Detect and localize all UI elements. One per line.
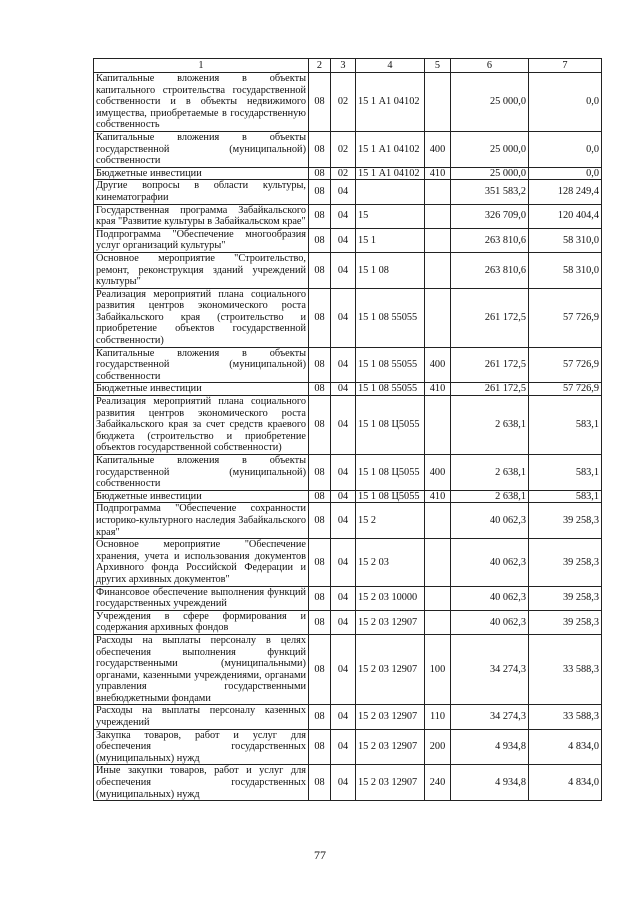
table-row: [94, 73, 602, 132]
amount-column-6: 2 638,1: [451, 455, 529, 491]
column-header: 2: [309, 59, 331, 73]
amount-column-7: 58 310,0: [529, 228, 602, 252]
subsection-code: 04: [331, 634, 356, 705]
row-description: Финансовое обеспечение выполнения функций государственных учреждений: [94, 586, 309, 610]
column-header: 5: [425, 59, 451, 73]
amount-column-7: 4 834,0: [529, 729, 602, 765]
row-description: Другие вопросы в области культуры, кинематографии: [94, 180, 309, 204]
section-code: 08: [309, 180, 331, 204]
amount-column-7: 0,0: [529, 167, 602, 180]
expense-type-code: [425, 396, 451, 455]
target-article-code: 15 1 А1 04102: [356, 73, 425, 132]
amount-column-6: 263 810,6: [451, 252, 529, 288]
target-article-code: 15 2 03 12907: [356, 765, 425, 801]
expense-type-code: 400: [425, 347, 451, 383]
expense-type-code: 110: [425, 705, 451, 729]
amount-column-6: 40 062,3: [451, 503, 529, 539]
table-row: [94, 228, 602, 252]
target-article-code: 15 2 03 12907: [356, 610, 425, 634]
amount-column-7: 0,0: [529, 131, 602, 167]
target-article-code: 15 1 08 55055: [356, 383, 425, 396]
expense-type-code: 410: [425, 490, 451, 503]
subsection-code: 04: [331, 396, 356, 455]
subsection-code: 04: [331, 610, 356, 634]
amount-column-6: 40 062,3: [451, 610, 529, 634]
target-article-code: 15 1 08 Ц5055: [356, 455, 425, 491]
table-header-row: [94, 59, 602, 73]
amount-column-7: 0,0: [529, 73, 602, 132]
section-code: 08: [309, 634, 331, 705]
target-article-code: 15 2 03 12907: [356, 634, 425, 705]
row-description: Закупка товаров, работ и услуг для обеспечения государственных (муниципальных) нужд: [94, 729, 309, 765]
amount-column-6: 2 638,1: [451, 490, 529, 503]
column-header: 7: [529, 59, 602, 73]
amount-column-6: 40 062,3: [451, 586, 529, 610]
subsection-code: 02: [331, 131, 356, 167]
section-code: 08: [309, 729, 331, 765]
subsection-code: 04: [331, 180, 356, 204]
amount-column-7: 583,1: [529, 396, 602, 455]
target-article-code: 15 1 А1 04102: [356, 167, 425, 180]
table-row: [94, 204, 602, 228]
subsection-code: 02: [331, 73, 356, 132]
target-article-code: [356, 180, 425, 204]
subsection-code: 04: [331, 383, 356, 396]
section-code: 08: [309, 167, 331, 180]
expense-type-code: [425, 180, 451, 204]
amount-column-7: 58 310,0: [529, 252, 602, 288]
expense-type-code: [425, 204, 451, 228]
expense-type-code: 400: [425, 455, 451, 491]
row-description: Капитальные вложения в объекты государственной (муниципальной) собственности: [94, 347, 309, 383]
amount-column-7: 57 726,9: [529, 347, 602, 383]
subsection-code: 04: [331, 204, 356, 228]
expense-type-code: [425, 288, 451, 347]
row-description: Учреждения в сфере формирования и содержания архивных фондов: [94, 610, 309, 634]
row-description: Бюджетные инвестиции: [94, 167, 309, 180]
table-body: [94, 73, 602, 801]
expense-type-code: 100: [425, 634, 451, 705]
table-row: [94, 634, 602, 705]
section-code: 08: [309, 131, 331, 167]
table-row: [94, 586, 602, 610]
amount-column-6: 261 172,5: [451, 347, 529, 383]
amount-column-6: 25 000,0: [451, 167, 529, 180]
amount-column-7: 120 404,4: [529, 204, 602, 228]
section-code: 08: [309, 490, 331, 503]
target-article-code: 15 2 03 12907: [356, 705, 425, 729]
row-description: Капитальные вложения в объекты капитального строительства государственной собственности и в объекты недвижимого имущества, приобретаемые в государственную собственность: [94, 73, 309, 132]
subsection-code: 04: [331, 347, 356, 383]
section-code: 08: [309, 288, 331, 347]
section-code: 08: [309, 396, 331, 455]
row-description: Расходы на выплаты персоналу казенных учреждений: [94, 705, 309, 729]
expense-type-code: [425, 610, 451, 634]
amount-column-6: 40 062,3: [451, 539, 529, 586]
table-row: [94, 167, 602, 180]
expense-type-code: [425, 586, 451, 610]
section-code: 08: [309, 383, 331, 396]
row-description: Государственная программа Забайкальского края "Развитие культуры в Забайкальском крае": [94, 204, 309, 228]
subsection-code: 04: [331, 539, 356, 586]
amount-column-6: 25 000,0: [451, 131, 529, 167]
section-code: 08: [309, 765, 331, 801]
amount-column-7: 39 258,3: [529, 586, 602, 610]
amount-column-6: 25 000,0: [451, 73, 529, 132]
amount-column-6: 4 934,8: [451, 765, 529, 801]
column-header: 1: [94, 59, 309, 73]
expense-type-code: [425, 539, 451, 586]
row-description: Бюджетные инвестиции: [94, 490, 309, 503]
section-code: 08: [309, 610, 331, 634]
table-row: [94, 539, 602, 586]
column-header: 3: [331, 59, 356, 73]
row-description: Подпрограмма "Обеспечение многообразия услуг организаций культуры": [94, 228, 309, 252]
table-row: [94, 396, 602, 455]
amount-column-6: 261 172,5: [451, 288, 529, 347]
amount-column-6: 4 934,8: [451, 729, 529, 765]
table-row: [94, 383, 602, 396]
row-description: Бюджетные инвестиции: [94, 383, 309, 396]
subsection-code: 04: [331, 490, 356, 503]
target-article-code: 15 1 08 Ц5055: [356, 396, 425, 455]
expense-type-code: [425, 252, 451, 288]
table-row: [94, 503, 602, 539]
subsection-code: 04: [331, 252, 356, 288]
amount-column-6: 326 709,0: [451, 204, 529, 228]
amount-column-7: 57 726,9: [529, 383, 602, 396]
row-description: Капитальные вложения в объекты государственной (муниципальной) собственности: [94, 455, 309, 491]
table-row: [94, 252, 602, 288]
target-article-code: 15 2 03 10000: [356, 586, 425, 610]
table-row: [94, 490, 602, 503]
amount-column-6: 351 583,2: [451, 180, 529, 204]
subsection-code: 04: [331, 586, 356, 610]
target-article-code: 15 1 08 Ц5055: [356, 490, 425, 503]
row-description: Реализация мероприятий плана социального развития центров экономического роста Забайкальского края (строительство и приобретение объектов государственной собственности): [94, 288, 309, 347]
section-code: 08: [309, 73, 331, 132]
section-code: 08: [309, 586, 331, 610]
expense-type-code: 410: [425, 383, 451, 396]
table-row: [94, 180, 602, 204]
amount-column-7: 583,1: [529, 455, 602, 491]
target-article-code: 15 1 08 55055: [356, 288, 425, 347]
expense-type-code: 410: [425, 167, 451, 180]
row-description: Расходы на выплаты персоналу в целях обеспечения выполнения функций государственными (муниципальными) органами, казенными учреждениями, органами управления государственными внебюджетными фондами: [94, 634, 309, 705]
budget-table: [93, 58, 602, 801]
target-article-code: 15 1: [356, 228, 425, 252]
table-row: [94, 765, 602, 801]
amount-column-6: 2 638,1: [451, 396, 529, 455]
target-article-code: 15 1 08: [356, 252, 425, 288]
subsection-code: 04: [331, 288, 356, 347]
table-row: [94, 347, 602, 383]
row-description: Основное мероприятие "Строительство, ремонт, реконструкция зданий учреждений культуры": [94, 252, 309, 288]
expense-type-code: [425, 503, 451, 539]
target-article-code: 15 1 А1 04102: [356, 131, 425, 167]
expense-type-code: [425, 73, 451, 132]
subsection-code: 04: [331, 503, 356, 539]
section-code: 08: [309, 539, 331, 586]
table-row: [94, 131, 602, 167]
subsection-code: 04: [331, 765, 356, 801]
subsection-code: 04: [331, 729, 356, 765]
table-row: [94, 729, 602, 765]
amount-column-7: 39 258,3: [529, 503, 602, 539]
section-code: 08: [309, 705, 331, 729]
amount-column-7: 33 588,3: [529, 705, 602, 729]
amount-column-7: 33 588,3: [529, 634, 602, 705]
column-header: 4: [356, 59, 425, 73]
target-article-code: 15 2 03: [356, 539, 425, 586]
subsection-code: 04: [331, 705, 356, 729]
target-article-code: 15: [356, 204, 425, 228]
amount-column-7: 583,1: [529, 490, 602, 503]
table-row: [94, 288, 602, 347]
section-code: 08: [309, 347, 331, 383]
amount-column-7: 39 258,3: [529, 610, 602, 634]
expense-type-code: 200: [425, 729, 451, 765]
table-row: [94, 455, 602, 491]
section-code: 08: [309, 204, 331, 228]
row-description: Подпрограмма "Обеспечение сохранности историко-культурного наследия Забайкальского края": [94, 503, 309, 539]
target-article-code: 15 1 08 55055: [356, 347, 425, 383]
table-row: [94, 610, 602, 634]
row-description: Реализация мероприятий плана социального развития центров экономического роста Забайкальского края за счет средств краевого бюджета (строительство и приобретение объектов государственной собственности): [94, 396, 309, 455]
target-article-code: 15 2: [356, 503, 425, 539]
page-number: 77: [314, 848, 326, 862]
expense-type-code: 400: [425, 131, 451, 167]
expense-type-code: [425, 228, 451, 252]
section-code: 08: [309, 228, 331, 252]
section-code: 08: [309, 252, 331, 288]
row-description: Иные закупки товаров, работ и услуг для обеспечения государственных (муниципальных) нужд: [94, 765, 309, 801]
row-description: Основное мероприятие "Обеспечение хранения, учета и использования документов Архивного фонда Российской Федерации и других архивных документов": [94, 539, 309, 586]
amount-column-6: 261 172,5: [451, 383, 529, 396]
amount-column-6: 263 810,6: [451, 228, 529, 252]
target-article-code: 15 2 03 12907: [356, 729, 425, 765]
table-row: [94, 705, 602, 729]
subsection-code: 02: [331, 167, 356, 180]
amount-column-7: 4 834,0: [529, 765, 602, 801]
subsection-code: 04: [331, 228, 356, 252]
column-header: 6: [451, 59, 529, 73]
amount-column-7: 39 258,3: [529, 539, 602, 586]
row-description: Капитальные вложения в объекты государственной (муниципальной) собственности: [94, 131, 309, 167]
amount-column-7: 128 249,4: [529, 180, 602, 204]
expense-type-code: 240: [425, 765, 451, 801]
subsection-code: 04: [331, 455, 356, 491]
amount-column-6: 34 274,3: [451, 634, 529, 705]
amount-column-7: 57 726,9: [529, 288, 602, 347]
section-code: 08: [309, 503, 331, 539]
section-code: 08: [309, 455, 331, 491]
amount-column-6: 34 274,3: [451, 705, 529, 729]
